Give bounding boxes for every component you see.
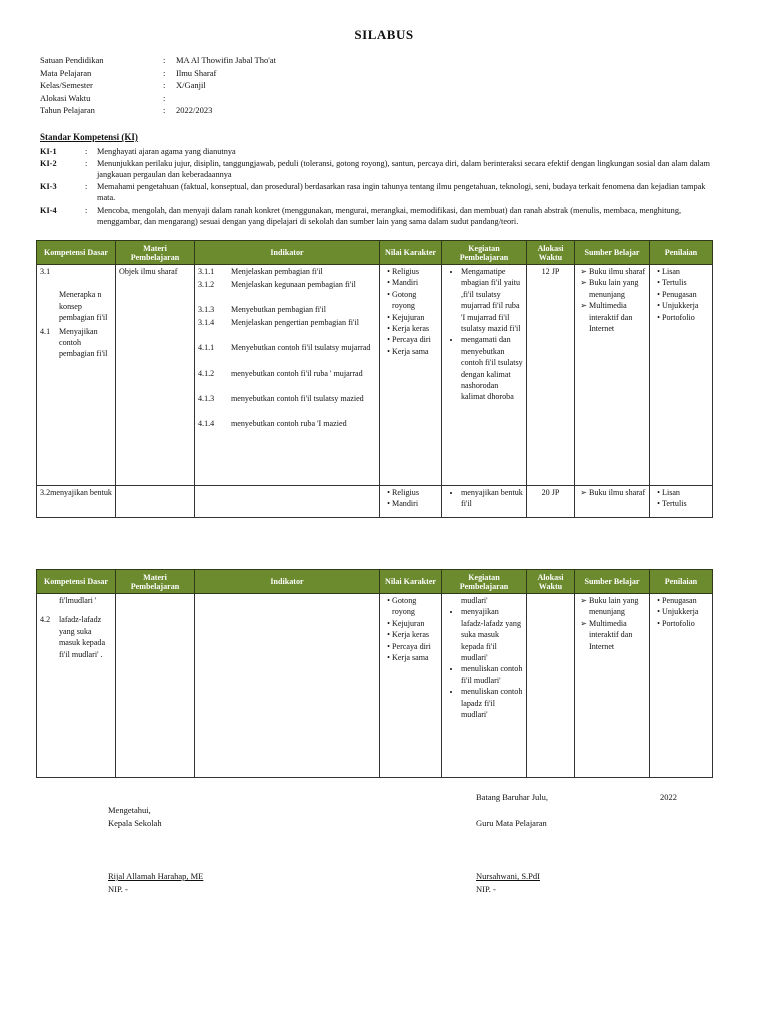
header-indikator: Indikator [195,570,380,594]
info-label: Satuan Pendidikan [40,55,104,65]
header-nilai-karakter: Nilai Karakter [380,570,442,594]
list-item: • menuliskan contoh fi'il mudlari' [461,663,523,686]
header-sumber: Sumber Belajar [575,570,650,594]
header-sumber: Sumber Belajar [575,241,650,265]
ki-text: Mencoba, mengolah, dan menyaji dalam ranah konkret (menggunakan, mengurai, merangkai, memodifikasi, dan membuat) dan ranah abstrak (menulis, membaca, menghitung, menggambar, dan mengarang) sesuai dengan yang dipelajari di sekolah dan sumber lain yang sama dalam sudut pandang/teori. [97,206,682,227]
kd-text: Menerapka n konsep pembagian fi'il [59,290,108,323]
kd-number: 3.1 [40,267,51,276]
info-label: Alokasi Waktu [40,92,91,103]
nilai-cell [380,594,442,778]
ki-item: KI-2 : Menunjukkan perilaku jujur, disiplin, tanggungjawab, peduli (toleransi, gotong royong), santun, percaya diri, dalam berinteraksi secara efektif dengan lingkungan sosial dan alam dalam jangkauan pergaulan dan keberadaannya [40,158,720,181]
ki-item: KI-4 : Mencoba, mengolah, dan menyaji dalam ranah konkret (menggunakan, mengurai, merangkai, memodifikasi, dan membuat) dan ranah abstrak (menulis, membaca, menghitung, menggambar, dan mengarang) sesuai dengan yang dipelajari di sekolah dan sumber lain yang sama dalam sudut pandang/teori. [40,205,720,228]
page-title: SILABUS [354,27,414,42]
kd-text: 3.2menyajikan bentuk [40,488,112,497]
signature-year: 2022 [660,792,677,802]
sumber-cell [575,265,650,486]
list-item: • Unjukkerja [662,300,709,311]
kd-number: 4.2 [40,615,51,625]
header-penilaian: Penilaian [650,570,713,594]
header-kegiatan: Kegiatan Pembelajaran [442,241,527,265]
list-item: • Mandiri [392,277,438,288]
list-item: • Gotong royong [392,289,438,312]
alokasi-cell [527,594,575,778]
info-row: Mata Pelajaran : Ilmu Sharaf [40,67,476,80]
header-materi: Materi Pembelajaran [116,570,195,594]
list-item: • Penugasan [662,595,709,606]
info-label: Tahun Pelajaran [40,105,95,116]
kegiatan-cell [442,486,527,518]
list-item: • Lisan [662,487,709,498]
list-item: • menyajikan bentuk fi'il [461,487,523,510]
syllabus-table-continued [36,569,713,778]
info-row: Tahun Pelajaran : 2022/2023 [40,104,476,117]
table-header-row [37,241,713,265]
ki-text: Menunjukkan perilaku jujur, disiplin, tanggungjawab, peduli (toleransi, gotong royong), santun, percaya diri, dalam berinteraksi secara efektif dengan lingkungan sosial dan alam dalam jangkauan pergaulan dan keberadaannya [97,159,711,180]
list-item: • Religius [392,487,438,498]
header-nilai-karakter: Nilai Karakter [380,241,442,265]
list-item: • Portofolio [662,618,709,629]
indicator-item: 3.1.2 Menjelaskan kegunaan pembagian fi'il [198,279,356,289]
indicator-item: 4.1.1 Menyebutkan contoh fi'il tsulatsy mujarrad [198,343,371,353]
ki-text: Menghayati ajaran agama yang dianutnya [97,147,236,156]
ki-code: KI-4 [40,206,57,215]
signature-left-line2: Kepala Sekolah [108,818,162,828]
penilaian-cell [650,594,713,778]
header-kegiatan: Kegiatan Pembelajaran [442,570,527,594]
materi-cell [116,486,195,518]
info-row: Kelas/Semester : X/Ganjil [40,79,476,92]
header-kompetensi-dasar: Kompetensi Dasar [37,570,116,594]
indikator-cell [195,594,380,778]
course-info [40,54,476,117]
list-item: • Religius [392,266,438,277]
list-item: • Kerja sama [392,652,438,663]
info-row: Satuan Pendidikan : MA Al Thowifin Jabal Tho'at [40,54,476,67]
signature-right-line2: Guru Mata Pelajaran [476,818,547,828]
ki-code: KI-1 [40,147,57,156]
nilai-cell [380,486,442,518]
indicator-item: 3.1.1 Menjelaskan pembagian fi'il [198,267,323,276]
indicator-item: 4.1.4 menyebutkan contoh ruba 'I mazied [198,419,347,429]
list-item: ➢ Multimedia interaktif dan Internet [589,618,646,652]
list-item: • Mengamatipe mbagian fi'il yaitu ,fi'il tsulatsy mujarrad fi'il ruba 'I mujarrad fi'il tsulatsy mazid fi'il [461,266,523,334]
header-alokasi: Alokasi Waktu [527,241,575,265]
list-item: • Tertulis [662,498,709,509]
list-item: • menyajikan lafadz-lafadz yang suka masuk kepada fi'il mudlari' [461,606,523,663]
indicator-item: 4.1.2 menyebutkan contoh fi'il ruba ' mujarrad [198,368,363,378]
info-value [176,92,476,105]
header-materi: Materi Pembelajaran [116,241,195,265]
kegiatan-cell [442,265,527,486]
info-value: 2022/2023 [176,105,213,116]
table-header-row [37,570,713,594]
penilaian-cell [650,265,713,486]
list-item: • mengamati dan menyebutkan contoh fi'il tsulatsy dengan kalimat nashorodan kalimat dhoroba [461,334,523,402]
header-kompetensi-dasar: Kompetensi Dasar [37,241,116,265]
alokasi-cell: 12 JP [527,265,575,486]
list-item: • Percaya diri [392,334,438,345]
kd-text: fi'lmudlari ' [59,596,97,605]
kegiatan-cell [442,594,527,778]
list-item: • Percaya diri [392,641,438,652]
teacher-name: Nursahwani, S.PdI [476,871,540,881]
list-item: • Tertulis [662,277,709,288]
indicator-item: 3.1.4 Menjelaskan pengertian pembagian fi'il [198,317,359,327]
headmaster-name: Rijal Allamah Harahap, ME [108,871,204,881]
list-item: ➢ Buku lain yang menunjang [589,277,646,300]
kegiatan-continued: mudlari' [461,596,488,605]
list-item: ➢ Buku ilmu sharaf [589,266,646,277]
ki-code: KI-3 [40,182,57,191]
info-label: Mata Pelajaran [40,67,92,78]
kd-cell [37,594,116,778]
indicator-item: 4.1.3 menyebutkan contoh fi'il tsulatsy mazied [198,393,364,403]
list-item: • Kerja sama [392,346,438,357]
ki-item: KI-3 : Memahami pengetahuan (faktual, konseptual, dan prosedural) berdasarkan rasa ingin tahunya tentang ilmu pengetahuan, teknologi, seni, budaya terkait fenomena dan kejadian tampak mata. [40,181,720,204]
table-row [37,594,713,778]
info-value: MA Al Thowifin Jabal Tho'at [176,55,276,65]
table-row [37,486,713,518]
list-item: • menuliskan contoh lapadz fi'il mudlari' [461,686,523,720]
info-label: Kelas/Semester [40,80,93,91]
kd-text: lafadz-lafadz yang suka masuk kepada fi'il mudlari' . [59,615,106,659]
place-date: Batang Baruhar Julu, [476,792,548,802]
list-item: • Portofolio [662,312,709,323]
info-row: Alokasi Waktu : [40,92,476,105]
teacher-nip: NIP. - [476,884,496,894]
ki-text: Memahami pengetahuan (faktual, konseptual, dan prosedural) berdasarkan rasa ingin tahunya tentang ilmu pengetahuan, teknologi, seni, budaya terkait fenomena dan kejadian tampak mata. [97,182,706,203]
ki-code: KI-2 [40,159,57,168]
indicator-item: 3.1.3 Menyebutkan pembagian fi'il [198,305,326,315]
list-item: ➢ Buku ilmu sharaf [589,487,646,498]
kd-cell [37,486,116,518]
penilaian-cell [650,486,713,518]
kd-number: 4.1 [40,326,51,336]
materi-cell: Objek ilmu sharaf [116,265,195,486]
list-item: • Gotong royong [392,595,438,618]
syllabus-table [36,240,713,518]
list-item: • Penugasan [662,289,709,300]
list-item: ➢ Buku lain yang menunjang [589,595,646,618]
table-row [37,265,713,486]
list-item: • Kejujuran [392,312,438,323]
ki-item: KI-1 : Menghayati ajaran agama yang dianutnya [40,146,720,157]
sumber-cell [575,486,650,518]
header-indikator: Indikator [195,241,380,265]
kd-cell [37,265,116,486]
nilai-cell [380,265,442,486]
ki-heading: Standar Kompetensi (KI) [40,132,138,142]
indikator-cell [195,265,380,486]
list-item: • Mandiri [392,498,438,509]
list-item: • Kejujuran [392,618,438,629]
list-item: • Lisan [662,266,709,277]
header-alokasi: Alokasi Waktu [527,570,575,594]
list-item: • Kerja keras [392,629,438,640]
headmaster-nip: NIP. - [108,884,128,894]
list-item: • Unjukkerja [662,606,709,617]
signature-left-line1: Mengetahui, [108,805,151,815]
indikator-cell [195,486,380,518]
list-item: ➢ Multimedia interaktif dan Internet [589,300,646,334]
list-item: • Kerja keras [392,323,438,334]
header-penilaian: Penilaian [650,241,713,265]
sumber-cell [575,594,650,778]
info-value: X/Ganjil [176,80,206,91]
alokasi-cell: 20 JP [527,486,575,518]
materi-cell [116,594,195,778]
kd-text: Menyajikan contoh pembagian fi'il [59,326,108,359]
info-value: Ilmu Sharaf [176,67,217,78]
